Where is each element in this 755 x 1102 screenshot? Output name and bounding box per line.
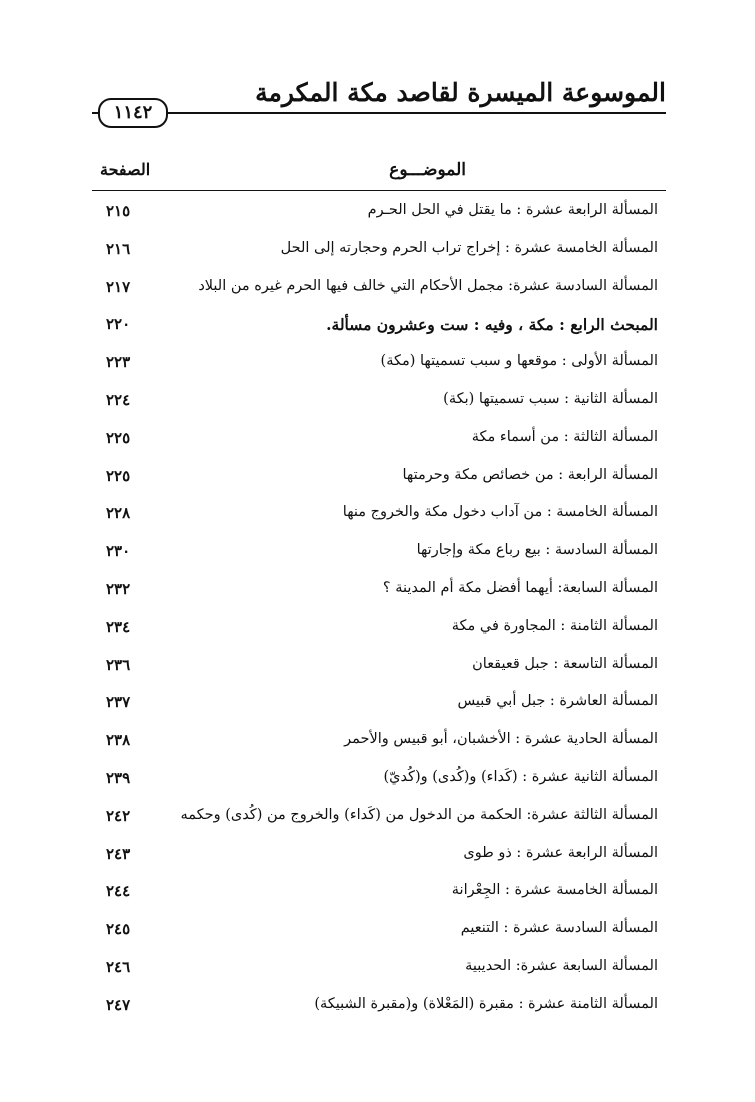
toc-entry xyxy=(92,950,666,988)
toc-entry-page: ٢٢٣ xyxy=(106,353,131,372)
toc-entry-page: ٢٤٣ xyxy=(106,844,131,863)
book-title: الموسوعة الميسرة لقاصد مكة المكرمة xyxy=(255,78,666,107)
toc-entry-page: ٢٢٥ xyxy=(106,428,131,447)
toc-entry-title: المسألة الرابعة : من خصائص مكة وحرمتها xyxy=(402,466,658,483)
running-header xyxy=(92,70,666,123)
toc-entry-page: ٢٤٦ xyxy=(106,957,131,976)
topic-column-header: الموضـــوع xyxy=(389,160,466,180)
toc-entry-page: ٢٢٤ xyxy=(106,390,131,409)
toc-entry-title: المسألة الثالثة عشرة: الحكمة من الدخول من (كَداء) والخروج من (كُدى) وحكمه xyxy=(180,806,658,823)
toc-entry-page: ٢٣٤ xyxy=(106,617,131,636)
toc-entry xyxy=(92,799,666,837)
toc-entry-title: المسألة الثانية عشرة : (كَداء) و(كُدى) و(كُديّ) xyxy=(383,768,658,785)
toc-entry-title: المسألة الحادية عشرة : الأخشبان، أبو قبيس والأحمر xyxy=(344,731,658,748)
toc-entry-page: ٢٣٦ xyxy=(106,655,131,674)
toc-entry-title: المسألة الثامنة : المجاورة في مكة xyxy=(451,617,658,634)
toc-entry-title: المسألة السادسة : بيع رباع مكة وإجارتها xyxy=(416,542,658,559)
toc-entry xyxy=(92,723,666,761)
toc-entry-page: ٢٤٢ xyxy=(106,806,131,825)
toc-entry xyxy=(92,270,666,308)
toc-entry xyxy=(92,534,666,572)
table-of-contents xyxy=(92,194,666,1026)
toc-entry xyxy=(92,307,666,345)
page-column-header: الصفحة xyxy=(100,160,151,179)
toc-entry-page: ٢١٦ xyxy=(106,239,131,258)
toc-entry xyxy=(92,837,666,875)
toc-entry-title: المسألة الثامنة عشرة : مقبرة (المَعْلاة) و(مقبرة الشبيكة) xyxy=(314,995,658,1012)
toc-entry-title: المبحث الرابع : مكة ، وفيه : ست وعشرون مسألة. xyxy=(326,315,658,335)
toc-entry-page: ٢٤٥ xyxy=(106,920,131,939)
toc-entry xyxy=(92,874,666,912)
toc-entry-page: ٢٣٩ xyxy=(106,768,131,787)
toc-entry-title: المسألة الرابعة عشرة : ما يقتل في الحل الحـرم xyxy=(367,202,658,218)
toc-entry-title: المسألة الثانية : سبب تسميتها (بكة) xyxy=(443,390,658,407)
header-rule xyxy=(92,112,666,114)
toc-entry-page: ٢١٥ xyxy=(106,202,131,220)
columns-rule xyxy=(92,190,666,191)
toc-entry-page: ٢١٧ xyxy=(106,277,131,296)
toc-entry-title: المسألة الخامسة عشرة : الجِعْرانة xyxy=(451,882,658,899)
toc-entry xyxy=(92,685,666,723)
toc-entry xyxy=(92,232,666,270)
toc-entry xyxy=(92,194,666,232)
toc-entry-page: ٢٣٠ xyxy=(106,542,131,561)
toc-entry-page: ٢٢٠ xyxy=(106,315,131,334)
toc-entry-page: ٢٢٨ xyxy=(106,504,131,523)
toc-entry-page: ٢٣٨ xyxy=(106,731,131,750)
toc-entry-title: المسألة السادسة عشرة: مجمل الأحكام التي خالف فيها الحرم غيره من البلاد xyxy=(198,277,658,294)
toc-entry-title: المسألة الرابعة عشرة : ذو طوى xyxy=(463,844,658,861)
toc-entry xyxy=(92,496,666,534)
toc-entry xyxy=(92,988,666,1026)
toc-entry xyxy=(92,912,666,950)
toc-entry xyxy=(92,610,666,648)
toc-entry-title: المسألة الخامسة عشرة : إخراج تراب الحرم وحجارته إلى الحل xyxy=(280,239,658,256)
toc-entry-title: المسألة السابعة: أيهما أفضل مكة أم المدينة ؟ xyxy=(382,579,658,596)
toc-entry xyxy=(92,421,666,459)
toc-entry-page: ٢٣٧ xyxy=(106,693,131,712)
toc-entry-title: المسألة الثالثة : من أسماء مكة xyxy=(471,428,658,445)
toc-column-headers xyxy=(92,154,666,190)
toc-entry xyxy=(92,459,666,497)
page-number: ١١٤٢ xyxy=(98,98,168,128)
toc-entry-page: ٢٣٢ xyxy=(106,579,131,598)
toc-entry-title: المسألة التاسعة : جبل قعيقعان xyxy=(472,655,658,672)
toc-entry xyxy=(92,648,666,686)
toc-entry xyxy=(92,572,666,610)
toc-entry-title: المسألة السادسة عشرة : التنعيم xyxy=(460,920,658,937)
toc-entry-page: ٢٤٧ xyxy=(106,995,131,1014)
toc-entry-title: المسألة الخامسة : من آداب دخول مكة والخروج منها xyxy=(342,504,658,521)
toc-entry-title: المسألة السابعة عشرة: الحديبية xyxy=(465,957,658,974)
toc-entry-page: ٢٢٥ xyxy=(106,466,131,485)
toc-entry xyxy=(92,761,666,799)
toc-entry-title: المسألة الأولى : موقعها و سبب تسميتها (مكة) xyxy=(380,353,658,370)
toc-entry xyxy=(92,345,666,383)
toc-entry xyxy=(92,383,666,421)
toc-entry-page: ٢٤٤ xyxy=(106,882,131,901)
toc-entry-title: المسألة العاشرة : جبل أبي قبيس xyxy=(457,693,658,710)
